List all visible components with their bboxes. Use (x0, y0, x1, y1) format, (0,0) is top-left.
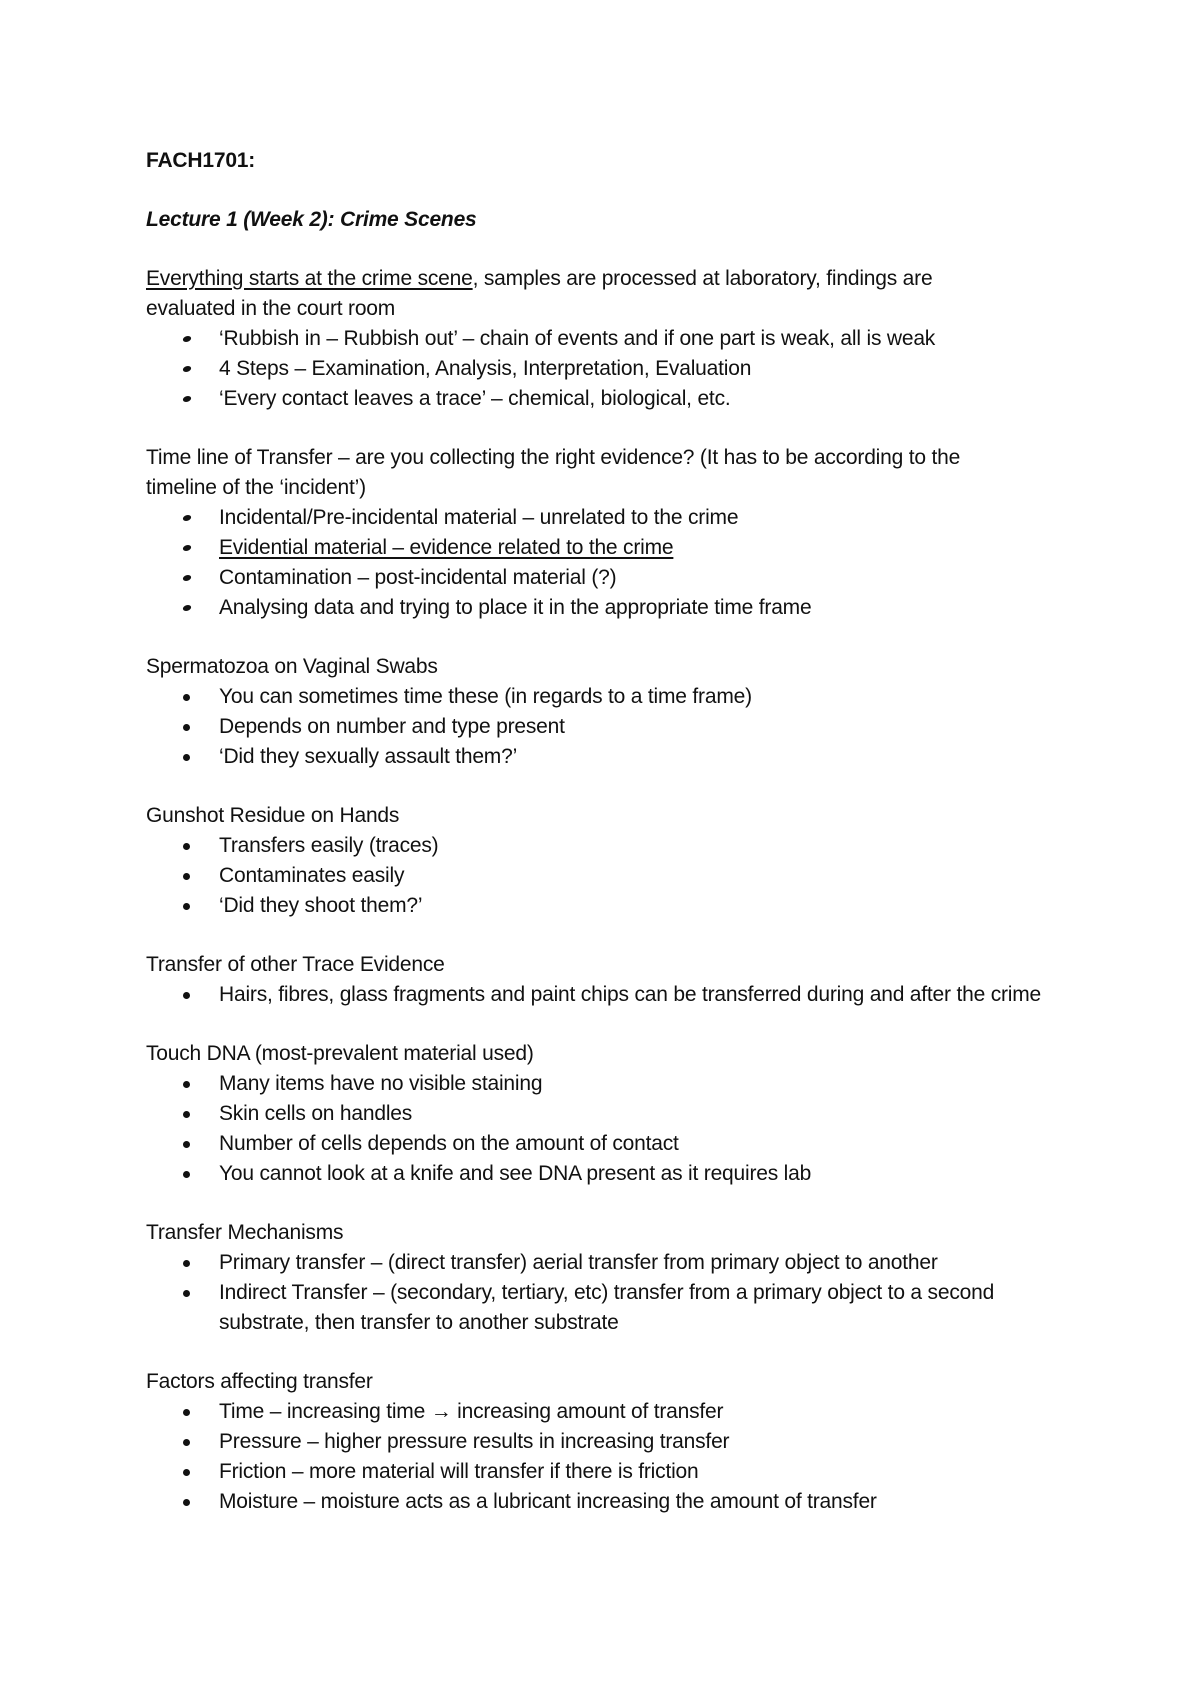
list-item (146, 1397, 1076, 1427)
list-item-text: Pressure – higher pressure results in increasing transfer (219, 1430, 730, 1453)
section-transfer-mechanisms (146, 1218, 1076, 1338)
bullet-icon (183, 873, 190, 880)
section-touch-dna (146, 1039, 1076, 1189)
bullet-icon (182, 575, 192, 581)
bullet-icon (183, 1290, 190, 1297)
list-item (146, 1129, 1076, 1159)
list-item-text: Primary transfer – (direct transfer) aerial transfer from primary object to another (219, 1251, 938, 1274)
section-heading-line: Time line of Transfer – are you collecting the right evidence? (It has to be according to the (146, 446, 961, 469)
list-item (146, 1248, 1076, 1278)
bullet-icon (183, 1499, 190, 1506)
section-heading-line: Spermatozoa on Vaginal Swabs (146, 655, 438, 678)
bullet-icon (183, 1409, 190, 1416)
bullet-icon (182, 545, 192, 551)
list-item-text: You can sometimes time these (in regards to a time frame) (219, 685, 752, 708)
section-time-line-of-transfer (146, 443, 1076, 623)
bullet-icon (182, 515, 192, 521)
bullet-icon (183, 1171, 190, 1178)
list-item (146, 861, 1076, 891)
section-heading-line: Gunshot Residue on Hands (146, 804, 400, 827)
intro-line-1 (146, 264, 1076, 294)
list-item (146, 1487, 1076, 1517)
bullet-icon (183, 1111, 190, 1118)
section-factors-affecting-transfer (146, 1367, 1076, 1517)
list-item (146, 682, 1076, 712)
list-item (146, 503, 1076, 533)
bullet-icon (183, 1081, 190, 1088)
bullet-icon (182, 336, 192, 342)
list-item (146, 712, 1076, 742)
list-item (146, 1427, 1076, 1457)
list-item-text: You cannot look at a knife and see DNA present as it requires lab (219, 1162, 812, 1185)
list-item (146, 354, 1076, 384)
list-item-text: Moisture – moisture acts as a lubricant increasing the amount of transfer (219, 1490, 877, 1513)
list-item-text: Depends on number and type present (219, 715, 565, 738)
list-item (146, 593, 1076, 623)
list-item (146, 1159, 1076, 1189)
bullet-icon (183, 724, 190, 731)
list-item (146, 1278, 1076, 1338)
section-heading-line: Factors affecting transfer (146, 1370, 373, 1393)
bullet-icon (183, 694, 190, 701)
bullet-icon (182, 366, 192, 372)
list-item-text: Hairs, fibres, glass fragments and paint chips can be transferred during and after the crime (219, 983, 1042, 1006)
list-item (146, 1069, 1076, 1099)
list-item-text: Transfers easily (traces) (219, 834, 439, 857)
intro-line-1-rest: , samples are processed at laboratory, findings are (472, 267, 933, 290)
list-item-text: Contaminates easily (219, 864, 405, 887)
list-item-text: Incidental/Pre-incidental material – unrelated to the crime (219, 506, 739, 529)
list-item-text: ‘Every contact leaves a trace’ – chemical, biological, etc. (219, 387, 731, 410)
lecture-title: Lecture 1 (Week 2): Crime Scenes (146, 208, 477, 231)
intro-line-2: evaluated in the court room (146, 297, 396, 320)
section-trace-evidence (146, 950, 1076, 1010)
bullet-icon (183, 843, 190, 850)
section-spermatozoa (146, 652, 1076, 772)
list-item-text: Time – increasing time → increasing amount of transfer (219, 1400, 724, 1423)
intro-bullet-list (146, 324, 1076, 414)
list-item-text: ‘Did they sexually assault them?’ (219, 745, 518, 768)
list-item (146, 533, 1076, 563)
bullet-icon (183, 1260, 190, 1267)
course-code-heading: FACH1701: (146, 149, 256, 172)
section-gunshot-residue (146, 801, 1076, 921)
bullet-icon (183, 1439, 190, 1446)
list-item-text: Many items have no visible staining (219, 1072, 543, 1095)
list-item-text: ‘Rubbish in – Rubbish out’ – chain of events and if one part is weak, all is weak (219, 327, 936, 350)
section-heading-line: Touch DNA (most-prevalent material used) (146, 1042, 534, 1065)
bullet-icon (182, 605, 192, 611)
section-heading-line: Transfer of other Trace Evidence (146, 953, 445, 976)
bullet-list (146, 980, 1076, 1010)
list-item-text: Skin cells on handles (219, 1102, 413, 1125)
list-item (146, 742, 1076, 772)
list-item (146, 563, 1076, 593)
document-content (146, 146, 1076, 1517)
list-item-text: ‘Did they shoot them?’ (219, 894, 423, 917)
list-item-text: Contamination – post-incidental material (?) (219, 566, 617, 589)
list-item (146, 980, 1076, 1010)
intro-underlined-lead: Everything starts at the crime scene (146, 267, 473, 290)
bullet-icon (183, 1469, 190, 1476)
bullet-list (146, 1248, 1076, 1338)
bullet-list (146, 1069, 1076, 1189)
list-item (146, 831, 1076, 861)
intro-section (146, 264, 1076, 414)
bullet-list (146, 831, 1076, 921)
bullet-list (146, 682, 1076, 772)
bullet-list (146, 1397, 1076, 1517)
list-item (146, 384, 1076, 414)
list-item (146, 891, 1076, 921)
bullet-icon (183, 754, 190, 761)
list-item (146, 1099, 1076, 1129)
list-item-text: Number of cells depends on the amount of contact (219, 1132, 679, 1155)
list-item-text: Friction – more material will transfer if there is friction (219, 1460, 699, 1483)
list-item-text-underlined: Evidential material – evidence related to the crime (219, 536, 674, 559)
list-item-text: Indirect Transfer – (secondary, tertiary, etc) transfer from a primary object to a second substrate, then transfer to another substrate (219, 1281, 995, 1334)
list-item (146, 1457, 1076, 1487)
section-heading-line: timeline of the ‘incident’) (146, 476, 366, 499)
list-item-text: Analysing data and trying to place it in the appropriate time frame (219, 596, 812, 619)
bullet-icon (183, 903, 190, 910)
bullet-icon (183, 992, 190, 999)
list-item (146, 324, 1076, 354)
section-heading-line: Transfer Mechanisms (146, 1221, 344, 1244)
bullet-icon (183, 1141, 190, 1148)
bullet-list (146, 503, 1076, 623)
bullet-icon (182, 396, 192, 402)
list-item-text: 4 Steps – Examination, Analysis, Interpretation, Evaluation (219, 357, 752, 380)
